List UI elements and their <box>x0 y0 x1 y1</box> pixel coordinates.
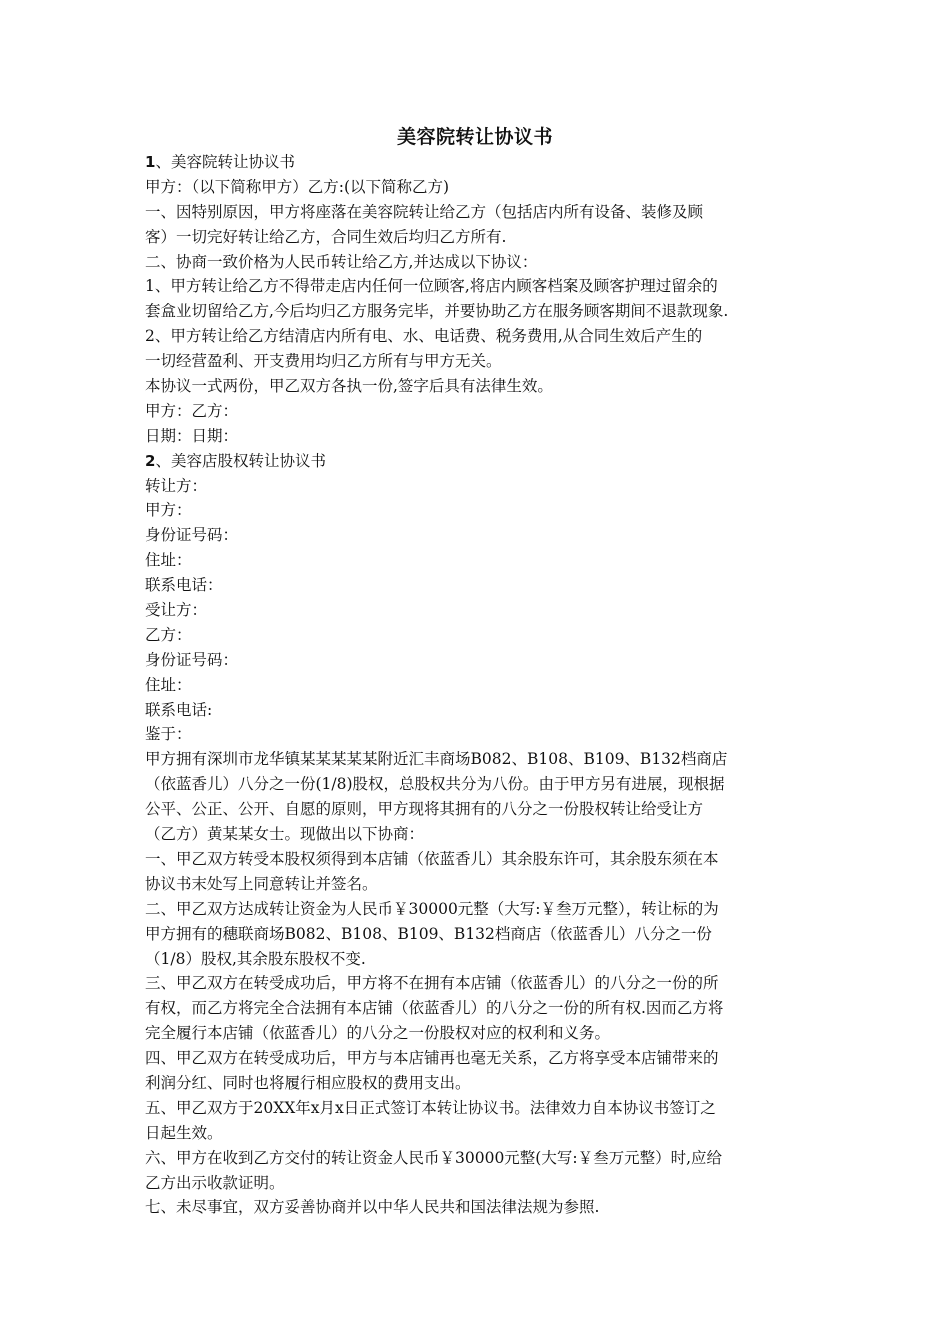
form-field-label: 受让方： <box>145 601 208 620</box>
date-line: 日期：日期： <box>145 426 239 445</box>
form-field-label: 住址： <box>145 551 192 570</box>
text-line: 利润分红、同时也将履行相应股权的费用支出。 <box>145 1073 471 1092</box>
text-line: 2、甲方转让给乙方结清店内所有电、水、电话费、税务费用,从合同生效后产生的 <box>145 327 703 346</box>
text-line: 一、甲乙双方转受本股权须得到本店铺（依蓝香儿）其余股东许可，其余股东须在本 <box>145 849 719 868</box>
form-field-label: 身份证号码： <box>145 650 239 669</box>
text-line: 二、协商一致价格为人民币转让给乙方,并达成以下协议： <box>145 252 538 271</box>
text-line: 日起生效。 <box>145 1123 223 1142</box>
signature-line: 甲方：乙方： <box>145 401 239 420</box>
text-line: 四、甲乙双方在转受成功后，甲方与本店铺再也毫无关系，乙方将享受本店铺带来的 <box>145 1049 719 1068</box>
text-line: 一切经营盈利、开支费用均归乙方所有与甲方无关。 <box>145 352 502 371</box>
text-line: 七、未尽事宜，双方妥善协商并以中华人民共和国法律法规为参照. <box>145 1198 600 1217</box>
text-line: 甲方拥有的穗联商场B082、B108、B109、B132档商店（依蓝香儿）八分之一份 <box>145 924 712 943</box>
text-line: 有权，而乙方将完全合法拥有本店铺（依蓝香儿）的八分之一份的所有权.因而乙方将 <box>145 999 724 1018</box>
text-line: 乙方出示收款证明。 <box>145 1173 285 1192</box>
text-line: （乙方）黄某某女士。现做出以下协商： <box>145 825 425 844</box>
text-line: 协议书末处写上同意转让并签名。 <box>145 874 378 893</box>
text-line: 客）一切完好转让给乙方，合同生效后均归乙方所有. <box>145 227 507 246</box>
text-line: 1、甲方转让给乙方不得带走店内任何一位顾客,将店内顾客档案及顾客护理过留余的 <box>145 277 718 296</box>
section-1-heading <box>145 150 825 175</box>
text-line: （1/8）股权,其余股东股权不变. <box>145 949 366 968</box>
text-line: 鉴于： <box>145 725 192 744</box>
form-field-label: 身份证号码： <box>145 526 239 545</box>
document-title: 美容院转让协议书 <box>396 126 553 148</box>
text-line: 套盒业切留给乙方,今后均归乙方服务完毕，并要协助乙方在服务顾客期间不退款现象. <box>145 302 729 321</box>
text-line: 本协议一式两份，甲乙双方各执一份,签字后具有法律生效。 <box>145 377 553 396</box>
text-line: 公平、公正、公开、自愿的原则，甲方现将其拥有的八分之一份股权转让给受让方 <box>145 800 704 819</box>
text-line: 六、甲方在收到乙方交付的转让资金人民币￥30000元整(大写:￥叁万元整）时,应给 <box>145 1148 723 1167</box>
section-2-heading <box>145 449 825 474</box>
form-field-label: 联系电话: <box>145 700 213 719</box>
text-line: 甲方拥有深圳市龙华镇某某某某某附近汇丰商场B082、B108、B109、B132档商店 <box>145 750 728 769</box>
form-field-label: 转让方： <box>145 476 208 495</box>
section-heading-text: 、美容院转让协议书 <box>155 153 295 171</box>
document-body <box>145 150 825 1220</box>
form-field-label: 联系电话： <box>145 576 223 595</box>
section-heading-text: 、美容店股权转让协议书 <box>155 451 326 470</box>
text-line: 一、因特别原因，甲方将座落在美容院转让给乙方（包括店内所有设备、装修及顾 <box>145 202 704 221</box>
form-field-label: 乙方： <box>145 625 192 644</box>
text-line: 甲方：（以下简称甲方）乙方:(以下简称乙方) <box>145 177 450 196</box>
text-line: 二、甲乙双方达成转让资金为人民币￥30000元整（大写:￥叁万元整），转让标的为 <box>145 899 719 918</box>
text-line: 五、甲乙双方于20XX年x月x日正式签订本转让协议书。法律效力自本协议书签订之 <box>145 1098 716 1117</box>
form-field-label: 住址： <box>145 675 192 694</box>
form-field-label: 甲方： <box>145 501 192 520</box>
text-line: 完全履行本店铺（依蓝香儿）的八分之一份股权对应的权利和义务。 <box>145 1024 611 1043</box>
section-number: 1 <box>145 153 156 171</box>
text-line: 三、甲乙双方在转受成功后，甲方将不在拥有本店铺（依蓝香儿）的八分之一份的所 <box>145 974 719 993</box>
section-number: 2 <box>145 451 156 470</box>
text-line: （依蓝香儿）八分之一份(1/8)股权，总股权共分为八份。由于甲方另有进展，现根据 <box>145 775 725 794</box>
